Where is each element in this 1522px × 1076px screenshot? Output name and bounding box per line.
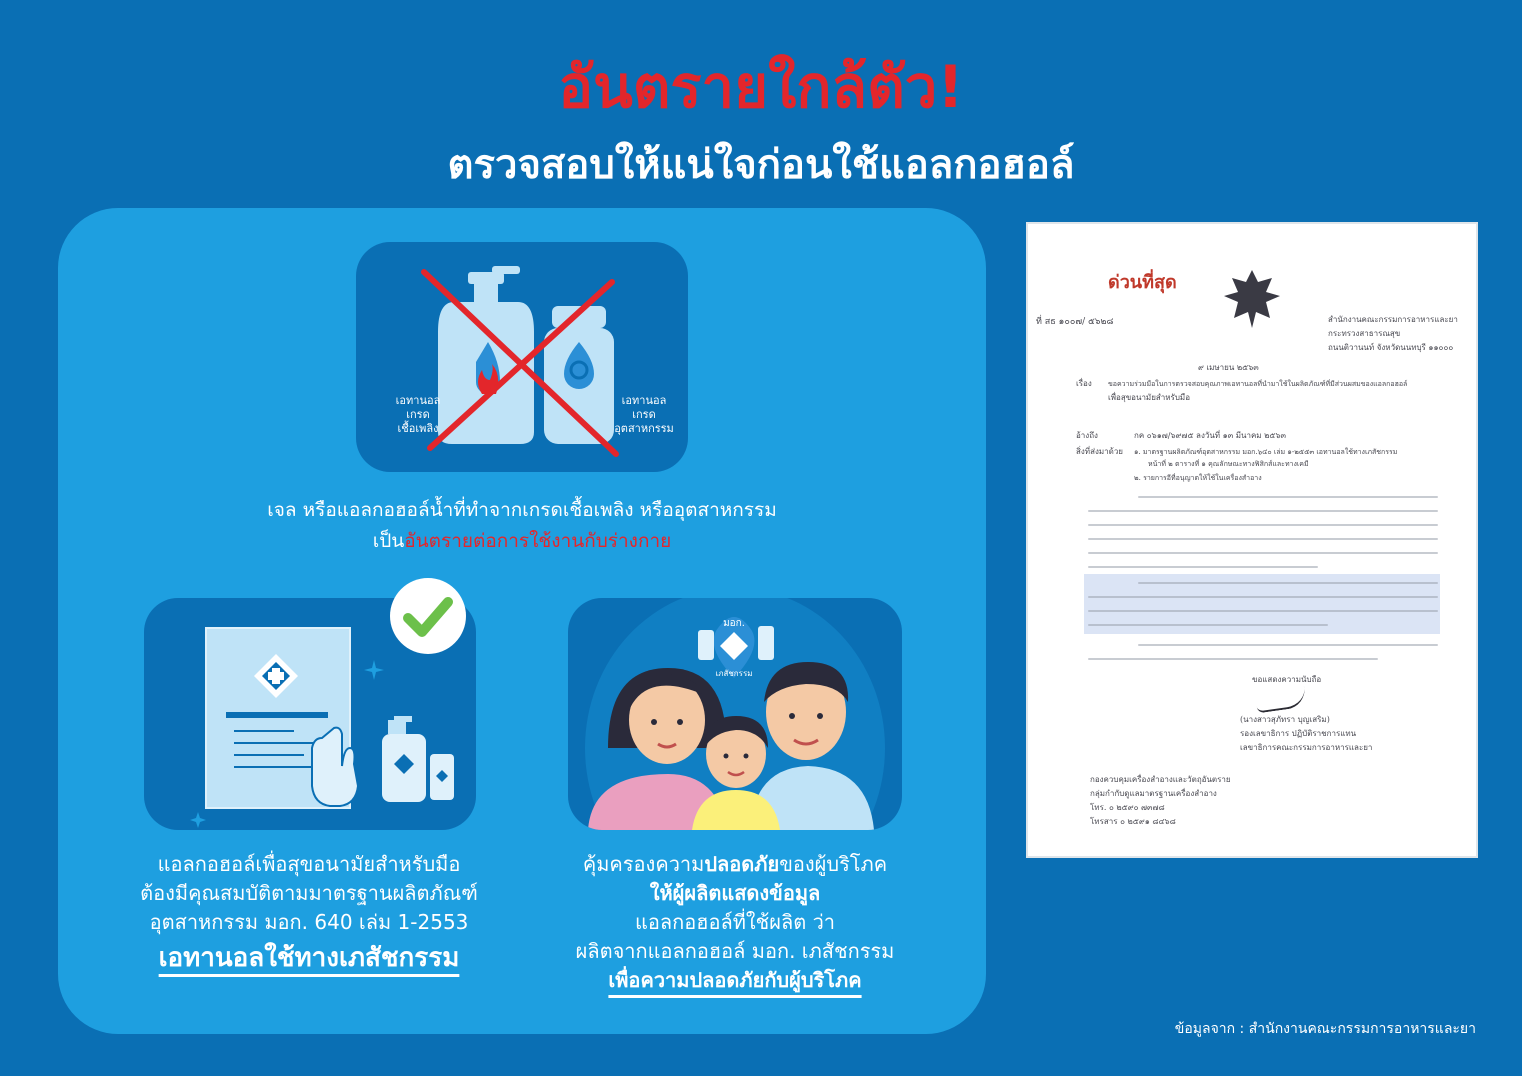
letter-attach-2: ๒. รายการอีที่อนุญาตให้ใช้ในเครื่องสำอาง — [1134, 474, 1262, 482]
fuel-grade-label-2: เกรด — [406, 408, 430, 421]
consumer-caption-line1-a: คุ้มครองความ — [582, 852, 705, 876]
letter-footer-3: โทร. ๐ ๒๕๙๐ ๗๓๗๘ — [1090, 803, 1165, 812]
standard-caption-line2: ต้องมีคุณสมบัติตามมาตรฐานผลิตภัณฑ์ — [140, 881, 478, 905]
headline: อันตรายใกล้ตัว! — [558, 53, 964, 121]
official-letter — [1026, 222, 1478, 858]
letter-subject: ขอความร่วมมือในการตรวจสอบคุณภาพเอทานอลที่นำมาใช้ในผลิตภัณฑ์ที่มีส่วนผสมของแอลกอฮอล์ — [1108, 380, 1408, 388]
letter-attach-1b: หน้าที่ ๒ ตารางที่ ๑ คุณลักษณะทางฟิสิกส์และทางเคมี — [1148, 460, 1309, 468]
warning-illustration — [356, 242, 688, 472]
family-illustration — [568, 598, 902, 830]
standard-caption-line3: อุตสาหกรรม มอก. 640 เล่ม 1-2553 — [149, 910, 469, 934]
warning-caption-prefix: เป็น — [372, 530, 405, 552]
badge-pharma-label: เภสัชกรรม — [715, 669, 753, 678]
source-credit: ข้อมูลจาก : สำนักงานคณะกรรมการอาหารและยา — [1174, 1021, 1476, 1037]
letter-closing: ขอแสดงความนับถือ — [1252, 675, 1322, 684]
letter-signer-pos-1: รองเลขาธิการ ปฏิบัติราชการแทน — [1240, 729, 1357, 738]
consumer-caption-line5: เพื่อความปลอดภัยกับผู้บริโภค — [608, 968, 862, 992]
bottles-crossed-icon — [356, 242, 688, 472]
letter-signer: (นางสาวสุภัทรา บุญเสริม) — [1240, 715, 1330, 724]
industrial-grade-label-1: เอทานอล — [621, 394, 667, 407]
letter-refer-label: อ้างถึง — [1076, 431, 1098, 440]
warning-caption-highlight: อันตรายต่อการใช้งานกับร่างกาย — [404, 530, 672, 552]
letter-footer-2: กลุ่มกำกับดูแลมาตรฐานเครื่องสำอาง — [1090, 789, 1217, 798]
warning-caption-line1: เจล หรือแอลกอฮอล์น้ำที่ทำจากเกรดเชื้อเพลิง หรืออุตสาหกรรม — [267, 499, 777, 521]
letter-ref-no: ที่ สธ ๑๐๐๗/ ๕๖๒๘ — [1036, 317, 1114, 327]
industrial-grade-label-3: อุตสาหกรรม — [614, 422, 674, 435]
letter-office-3: ถนนติวานนท์ จังหวัดนนทบุรี ๑๑๐๐๐ — [1328, 343, 1454, 352]
letter-signer-pos-2: เลขาธิการคณะกรรมการอาหารและยา — [1240, 743, 1373, 752]
consumer-caption-line4: ผลิตจากแอลกอฮอล์ มอก. เภสัชกรรม — [575, 939, 895, 963]
badge-tis-label: มอก. — [723, 618, 745, 629]
letter-refer: กค ๐๖๑๗/๖๙๗๕ ลงวันที่ ๑๓ มีนาคม ๒๕๖๓ — [1134, 431, 1286, 440]
standard-caption — [104, 850, 514, 979]
consumer-caption — [540, 850, 930, 995]
consumer-caption-line1-c: ของผู้บริโภค — [779, 852, 888, 876]
consumer-caption-line1 — [540, 850, 930, 879]
letter-subject-label: เรื่อง — [1076, 379, 1092, 388]
warning-caption — [140, 495, 904, 557]
subheadline: ตรวจสอบให้แน่ใจก่อนใช้แอลกอฮอล์ — [447, 142, 1075, 188]
industrial-grade-label-2: เกรด — [632, 408, 656, 421]
warning-caption-line2 — [140, 526, 904, 557]
check-badge — [390, 578, 466, 654]
consumer-caption-line1-b: ปลอดภัย — [704, 852, 780, 876]
consumer-caption-line3: แอลกอฮอล์ที่ใช้ผลิต ว่า — [634, 910, 836, 934]
letter-attach-label: สิ่งที่ส่งมาด้วย — [1076, 447, 1123, 456]
urgent-stamp: ด่วนที่สุด — [1108, 272, 1177, 293]
family-icon — [568, 598, 902, 830]
fuel-grade-label-3: เชื้อเพลิง — [397, 422, 439, 435]
garuda-emblem-icon — [1222, 266, 1282, 332]
letter-subject-2: เพื่อสุขอนามัยสำหรับมือ — [1108, 393, 1190, 402]
letter-attach-1: ๑. มาตรฐานผลิตภัณฑ์อุตสาหกรรม มอก.๖๔๐ เล่ม ๑-๒๕๕๓ เอทานอลใช้ทางเภสัชกรรม — [1134, 448, 1398, 456]
letter-footer-1: กองควบคุมเครื่องสำอางและวัตถุอันตราย — [1090, 775, 1231, 784]
letter-date: ๙ เมษายน ๒๕๖๓ — [1198, 363, 1259, 372]
consumer-caption-line2: ให้ผู้ผลิตแสดงข้อมูล — [649, 881, 821, 905]
letter-footer-4: โทรสาร ๐ ๒๕๙๑ ๘๔๖๘ — [1090, 817, 1176, 826]
letter-office-2: กระทรวงสาธารณสุข — [1328, 329, 1401, 338]
standard-caption-line4: เอทานอลใช้ทางเภสัชกรรม — [158, 943, 460, 973]
letter-office-1: สำนักงานคณะกรรมการอาหารและยา — [1328, 315, 1458, 324]
signature-mark — [1255, 687, 1307, 714]
fuel-grade-label-1: เอทานอล — [395, 394, 441, 407]
standard-caption-line1: แอลกอฮอล์เพื่อสุขอนามัยสำหรับมือ — [157, 852, 461, 876]
check-icon — [390, 578, 466, 654]
